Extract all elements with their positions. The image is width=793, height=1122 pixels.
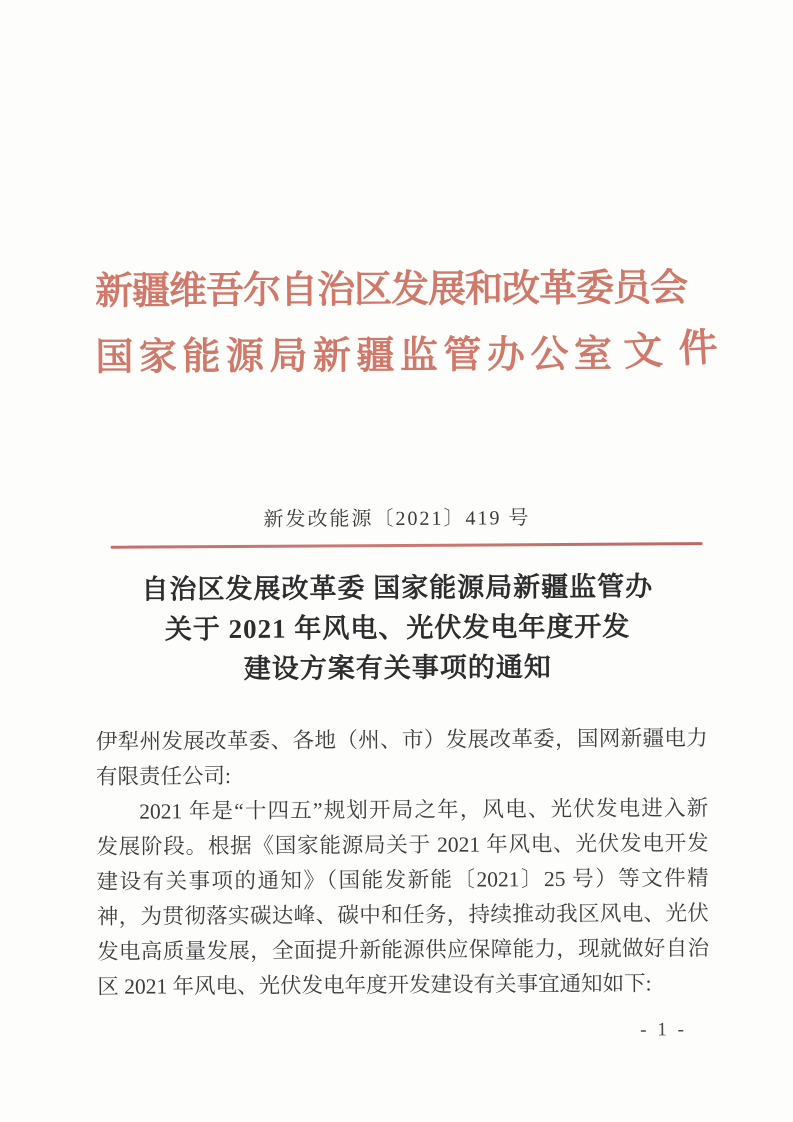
body-salutation-line1: 伊犁州发展改革委、各地（州、市）发展改革委，国网新疆电力 [95, 726, 708, 754]
document-title [1, 566, 793, 691]
document-body [96, 721, 710, 1005]
body-paragraph-line1: 2021 年是“十四五”规划开局之年，风电、光伏发电进入新 [139, 796, 709, 824]
body-paragraph-line4: 神，为贯彻落实碳达峰、碳中和任务，持续推动我区风电、光伏 [96, 901, 709, 929]
document-title-line3: 建设方案有关事项的通知 [243, 652, 552, 684]
document-title-line1: 自治区发展改革委 国家能源局新疆监管办 [141, 571, 654, 605]
body-paragraph-line3: 建设有关事项的通知》（国能发新能〔2021〕25 号）等文件精 [96, 866, 709, 894]
red-divider-line [111, 542, 703, 549]
doc-type-label: 文件 [622, 325, 735, 375]
page-number: - 1 - [640, 1019, 687, 1041]
org-name-line1: 新疆维吾尔自治区发展和改革委员会 [94, 267, 688, 313]
letterhead [95, 264, 740, 382]
body-paragraph-line5: 发电高质量发展，全面提升新能源供应保障能力，现就做好自治 [96, 936, 710, 964]
org-name-line2: 国家能源局新疆监管办公室 [95, 333, 618, 379]
body-salutation-line2: 有限责任公司: [95, 764, 232, 789]
body-paragraph-line2: 发展阶段。根据《国家能源局关于 2021 年风电、光伏发电开发 [96, 831, 709, 859]
document-number: 新发改能源〔2021〕419 号 [263, 507, 531, 531]
body-paragraph-line6: 区 2021 年风电、光伏发电年度开发建设有关事宜通知如下: [97, 971, 652, 999]
document-title-line2: 关于 2021 年风电、光伏发电年度开发 [164, 611, 631, 645]
